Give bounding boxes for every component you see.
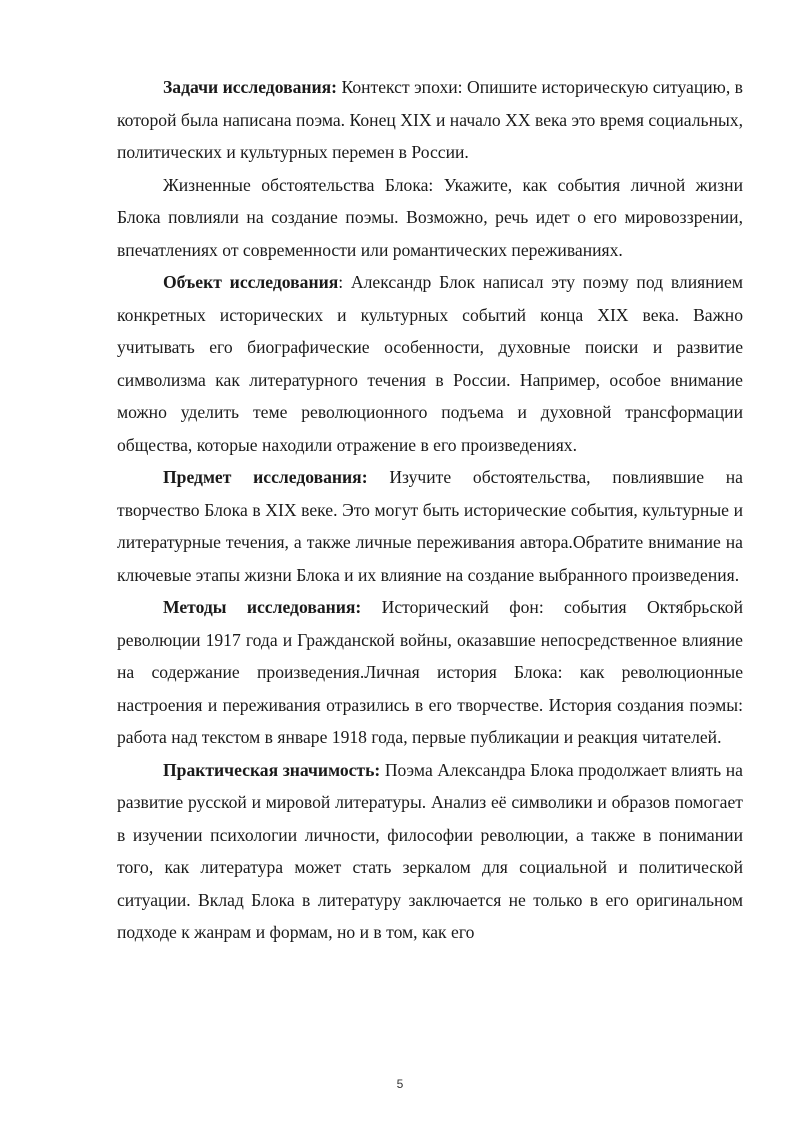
text-research-object: : Александр Блок написал эту поэму под влиянием конкретных исторических и культурных событий конца XIX века. Важно учитывать его биографические особенности, духовные поиски и развитие символизма как литературного течения в России. Например, особое внимание можно уделить теме революционного подъема и духовной трансформации общества, которые находили отражение в его произведениях.: [117, 272, 743, 455]
text-research-tasks: Контекст эпохи: Опишите историческую ситуацию, в которой была написана поэма. Конец XIX и начало XX века это время социальных, политических и культурных перемен в России.: [117, 77, 743, 162]
heading-research-object: Объект исследования: [163, 272, 339, 292]
text-life-circumstances: Жизненные обстоятельства Блока: Укажите, как события личной жизни Блока повлияли на создание поэмы. Возможно, речь идет о его мировоззрении, впечатлениях от современности или романтических переживаниях.: [117, 174, 743, 260]
document-body: [117, 71, 743, 949]
text-research-subject: Изучите обстоятельства, повлиявшие на творчество Блока в XIX веке. Это могут быть исторические события, культурные и литературные течения, а также личные переживания автора.Обратите внимание на ключевые этапы жизни Блока и их влияние на создание выбранного произведения.: [117, 467, 743, 585]
text-practical-significance: Поэма Александра Блока продолжает влиять на развитие русской и мировой литературы. Анализ её символики и образов помогает в изучении психологии личности, философии революции, а также в понимании того, как литература может стать зеркалом для социальной и политической ситуации. Вклад Блока в литературу заключается не только в его оригинальном подходе к жанрам и формам, но и в том, как его: [117, 759, 743, 942]
text-research-methods: Исторический фон: события Октябрьской революции 1917 года и Гражданской войны, оказавшие непосредственное влияние на содержание произведения.Личная история Блока: как революционные настроения и переживания отразились в его творчестве. История создания поэмы: работа над текстом в январе 1918 года, первые публикации и реакция читателей.: [117, 597, 743, 747]
heading-research-methods: Методы исследования:: [163, 597, 362, 617]
heading-practical-significance: Практическая значимость:: [163, 759, 381, 780]
paragraph-research-tasks: [117, 71, 743, 169]
paragraph-research-methods: [117, 591, 743, 754]
paragraph-practical-significance: [117, 754, 743, 949]
heading-research-subject: Предмет исследования:: [163, 467, 368, 487]
page-number: 5: [396, 1077, 404, 1091]
paragraph-research-subject: [117, 461, 743, 591]
heading-research-tasks: Задачи исследования:: [163, 77, 338, 97]
paragraph-life-circumstances: [117, 169, 743, 267]
paragraph-research-object: [117, 266, 743, 461]
